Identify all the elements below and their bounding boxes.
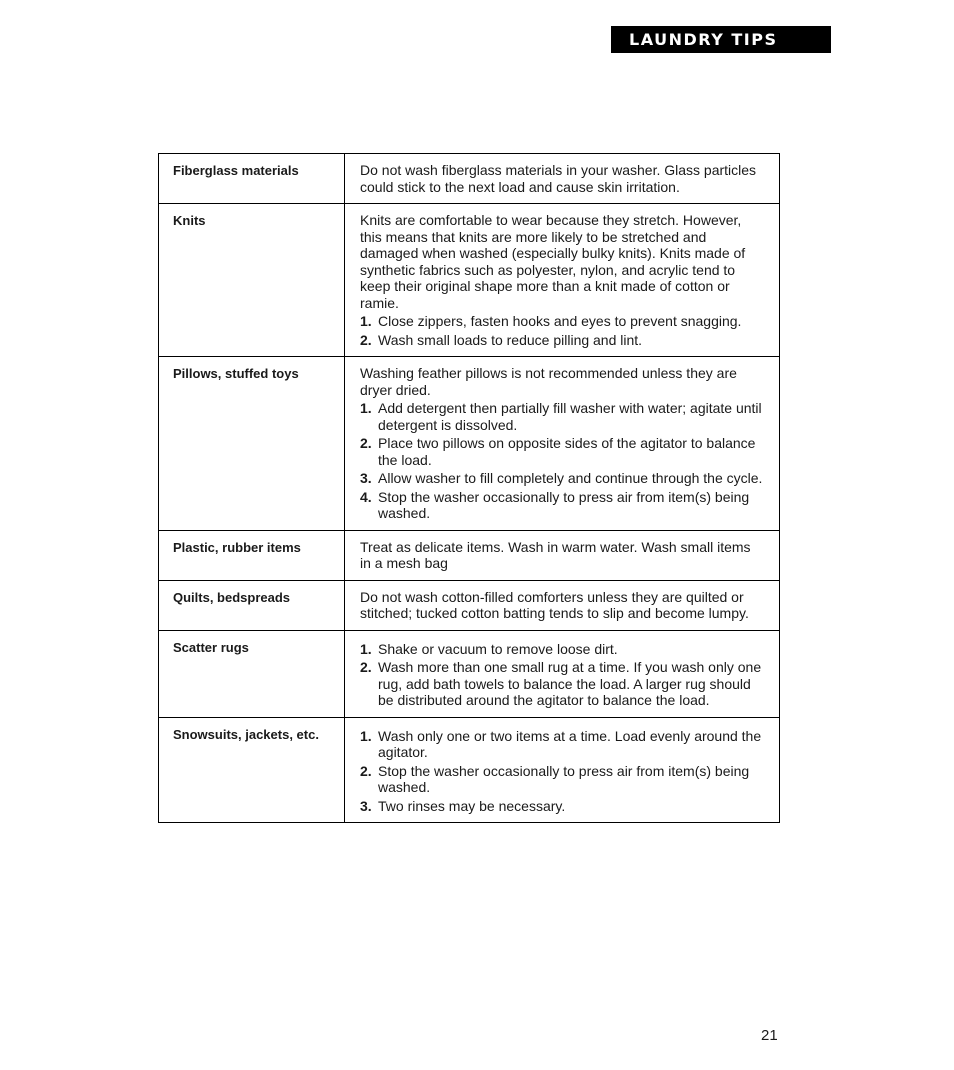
step-text: Wash only one or two items at a time. Load evenly around the agitator. bbox=[378, 727, 762, 760]
page-number: 21 bbox=[761, 1027, 778, 1044]
step-item bbox=[360, 470, 765, 487]
step-number: 2. bbox=[360, 762, 372, 779]
step-number: 1. bbox=[360, 640, 372, 657]
step-number: 2. bbox=[360, 435, 372, 451]
step-number: 4. bbox=[360, 488, 372, 505]
step-number: 1. bbox=[360, 400, 372, 416]
step-text: Allow washer to fill completely and continue through the cycle. bbox=[378, 470, 763, 486]
fabric-type-cell: Knits bbox=[159, 204, 345, 357]
laundry-tips-table bbox=[158, 153, 780, 823]
step-item bbox=[360, 332, 765, 349]
step-text: Add detergent then partially fill washer with water; agitate until detergent is dissolved. bbox=[378, 400, 762, 433]
step-text: Close zippers, fasten hooks and eyes to prevent snagging. bbox=[378, 313, 742, 329]
instructions-cell bbox=[345, 630, 780, 717]
step-number: 2. bbox=[360, 331, 372, 348]
step-text: Wash more than one small rug at a time. If you wash only one rug, add bath towels to balance the load. A larger rug should be distributed around the agitator to balance the load. bbox=[378, 659, 762, 708]
step-number: 2. bbox=[360, 659, 372, 675]
step-item bbox=[360, 641, 765, 658]
step-item bbox=[360, 400, 765, 433]
steps-list bbox=[360, 400, 765, 522]
step-text: Stop the washer occasionally to press air from item(s) being washed. bbox=[378, 762, 750, 795]
step-text: Place two pillows on opposite sides of the agitator to balance the load. bbox=[378, 435, 756, 468]
instruction-text: Treat as delicate items. Wash in warm water. Wash small items in a mesh bag bbox=[360, 538, 751, 571]
step-item bbox=[360, 435, 765, 468]
step-item bbox=[360, 798, 765, 815]
instruction-text: Knits are comfortable to wear because they stretch. However, this means that knits are more likely to be stretched and damaged when washed (especially bulky knits). Knits made of synthetic fabrics such as polyester, nylon, and acrylic tend to keep their original shape more than a knit made of cotton or ramie. bbox=[360, 212, 746, 311]
table-row bbox=[159, 357, 780, 531]
table-row bbox=[159, 630, 780, 717]
step-item bbox=[360, 313, 765, 330]
fabric-type-cell: Snowsuits, jackets, etc. bbox=[159, 717, 345, 823]
instructions-cell bbox=[345, 580, 780, 630]
steps-list bbox=[360, 641, 765, 709]
step-number: 3. bbox=[360, 470, 372, 486]
table-row bbox=[159, 204, 780, 357]
instructions-cell bbox=[345, 154, 780, 204]
step-item bbox=[360, 763, 765, 796]
step-text: Wash small loads to reduce pilling and lint. bbox=[378, 331, 643, 348]
step-text: Two rinses may be necessary. bbox=[378, 797, 566, 814]
step-item bbox=[360, 489, 765, 522]
step-number: 1. bbox=[360, 313, 372, 329]
table-row bbox=[159, 530, 780, 580]
fabric-type-cell: Quilts, bedspreads bbox=[159, 580, 345, 630]
step-item bbox=[360, 728, 765, 761]
fabric-type-cell: Fiberglass materials bbox=[159, 154, 345, 204]
step-item bbox=[360, 659, 765, 709]
section-title-banner bbox=[611, 26, 831, 53]
fabric-type-cell: Plastic, rubber items bbox=[159, 530, 345, 580]
step-text: Stop the washer occasionally to press air from item(s) being washed. bbox=[378, 488, 750, 521]
instructions-cell bbox=[345, 530, 780, 580]
instruction-text: Do not wash cotton-filled comforters unless they are quilted or stitched; tucked cotton batting tends to slip and become lumpy. bbox=[360, 588, 749, 621]
step-number: 1. bbox=[360, 727, 372, 744]
instructions-cell bbox=[345, 717, 780, 823]
instruction-text: Washing feather pillows is not recommended unless they are dryer dried. bbox=[360, 365, 737, 398]
section-title: LAUNDRY TIPS bbox=[629, 30, 778, 49]
instruction-text: Do not wash fiberglass materials in your washer. Glass particles could stick to the next load and cause skin irritation. bbox=[360, 162, 757, 195]
table-row bbox=[159, 717, 780, 823]
table-row bbox=[159, 580, 780, 630]
fabric-type-cell: Scatter rugs bbox=[159, 630, 345, 717]
laundry-tips-table-body bbox=[159, 154, 780, 823]
step-text: Shake or vacuum to remove loose dirt. bbox=[378, 640, 618, 657]
steps-list bbox=[360, 728, 765, 815]
fabric-type-cell: Pillows, stuffed toys bbox=[159, 357, 345, 531]
instructions-cell bbox=[345, 204, 780, 357]
step-number: 3. bbox=[360, 797, 372, 814]
table-row bbox=[159, 154, 780, 204]
instructions-cell bbox=[345, 357, 780, 531]
steps-list bbox=[360, 313, 765, 348]
